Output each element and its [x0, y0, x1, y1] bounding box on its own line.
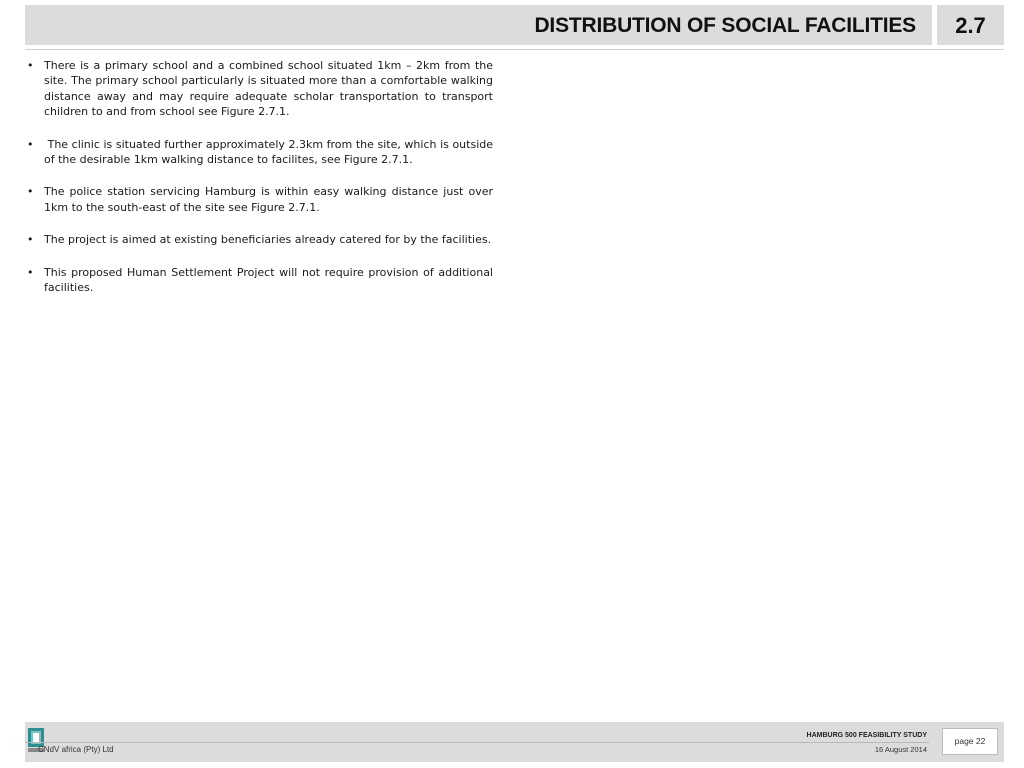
bullet-text: The clinic is situated further approximately 2.3km from the site, which is outside of the desirable 1km walking distance to facilites, see Figure 2.7.1. — [44, 137, 497, 167]
header-band — [25, 5, 1004, 45]
bullet-text: This proposed Human Settlement Project will not require provision of additional facilities. — [44, 265, 493, 295]
bullet-item — [25, 137, 497, 168]
footer-divider — [25, 742, 929, 743]
bullet-marker: • — [27, 59, 34, 72]
section-number: 2.7 — [955, 13, 986, 38]
bullet-marker: • — [27, 137, 34, 151]
bullet-marker: • — [27, 185, 34, 199]
bullet-text: The police station servicing Hamburg is within easy walking distance just over 1km to the south-east of the site see Figure 2.7.1. — [44, 185, 493, 214]
study-title: HAMBURG 500 FEASIBILITY STUDY — [806, 732, 927, 739]
bullet-item — [25, 184, 493, 215]
bullet-text: The project is aimed at existing beneficiaries already catered for by the facilities. — [44, 233, 492, 247]
company-name: CNdV africa (Pty) Ltd — [38, 745, 114, 754]
page-number-box — [942, 728, 998, 755]
bullet-text: There is a primary school and a combined school situated 1km – 2km from the site. The primary school particularly is situated more than a comfortable walking distance away and may require adequate scholar transportation to transport children to and from school see Figure 2.7.1. — [44, 59, 493, 119]
bullet-marker: • — [27, 233, 34, 247]
footer-band — [25, 722, 1004, 762]
page-title: DISTRIBUTION OF SOCIAL FACILITIES — [534, 14, 916, 37]
bullet-item — [25, 232, 493, 247]
bullet-marker: • — [27, 265, 34, 279]
bullet-list — [25, 58, 497, 312]
page-number: page 22 — [954, 736, 986, 746]
header-divider — [25, 49, 1004, 50]
document-date: 16 August 2014 — [874, 745, 927, 754]
bullet-item — [25, 265, 493, 296]
bullet-item — [25, 58, 493, 120]
